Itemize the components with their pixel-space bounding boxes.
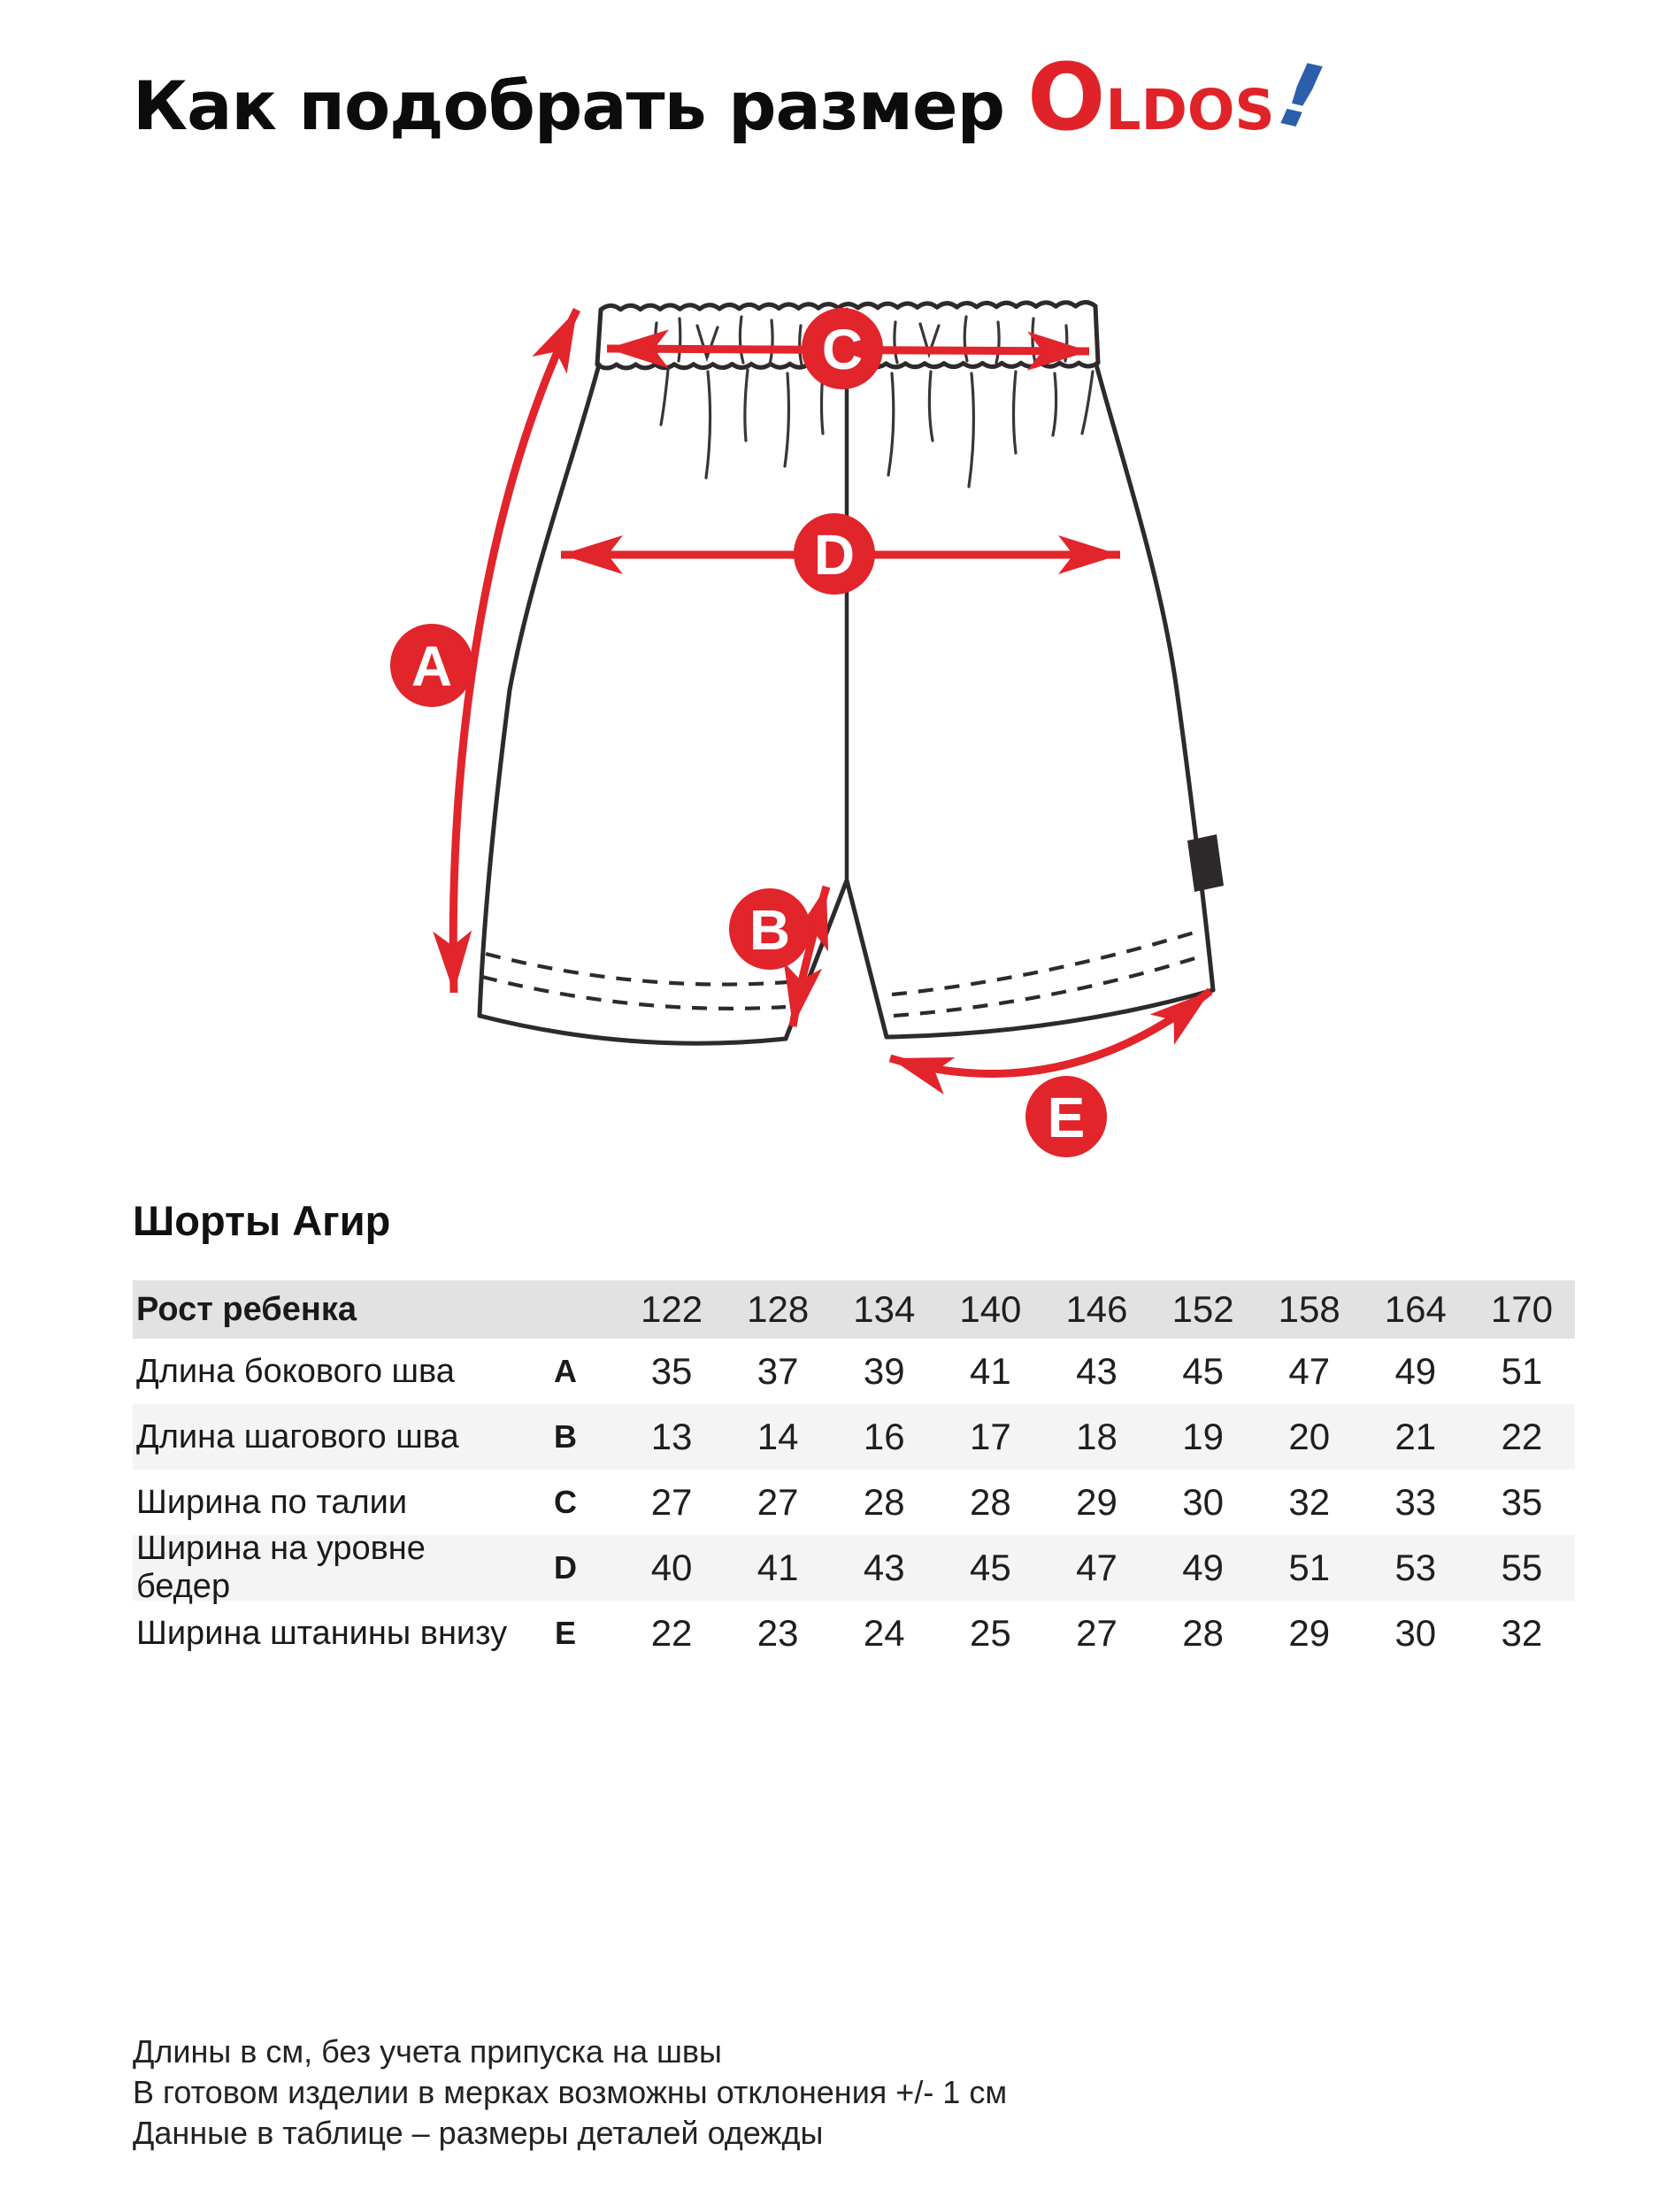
cell-value: 43	[863, 1547, 905, 1588]
measure-arrows	[453, 310, 1210, 1074]
measure-badge-b-letter: B	[749, 898, 791, 962]
row-label: Ширина на уровне бедер	[136, 1530, 426, 1605]
cell-value: 55	[1501, 1547, 1543, 1588]
cell-value: 49	[1394, 1350, 1437, 1392]
size-col-158: 158	[1278, 1288, 1340, 1330]
cell-value: 27	[1076, 1612, 1118, 1654]
cell-value: 35	[650, 1350, 693, 1392]
note-line: Данные в таблице – размеры деталей одежды	[133, 2115, 824, 2151]
cell-value: 45	[1182, 1350, 1224, 1392]
cell-value: 24	[863, 1612, 905, 1654]
cell-value: 14	[757, 1416, 799, 1457]
measure-badge-e-letter: E	[1047, 1086, 1086, 1149]
right-hem	[887, 990, 1213, 1037]
cell-value: 51	[1288, 1547, 1331, 1588]
cell-value: 47	[1076, 1547, 1118, 1588]
row-label: Длина шагового шва	[136, 1417, 459, 1455]
brand-logo-letters-ldos: LDOS	[1105, 78, 1275, 142]
cell-value: 32	[1288, 1481, 1331, 1523]
row-letter: D	[554, 1549, 577, 1586]
cell-value: 39	[863, 1350, 905, 1392]
size-col-134: 134	[853, 1288, 916, 1330]
waistband-right-edge	[1095, 306, 1098, 363]
cell-value: 47	[1288, 1350, 1331, 1392]
right-outseam	[1096, 365, 1213, 990]
cell-value: 16	[863, 1416, 905, 1457]
page-title: Как подобрать размер	[133, 66, 1004, 145]
table-row-a	[133, 1339, 1575, 1404]
cell-value: 37	[757, 1350, 799, 1392]
side-tag	[1187, 834, 1224, 892]
row-label: Длина бокового шва	[136, 1352, 455, 1390]
cell-value: 29	[1076, 1481, 1118, 1523]
note-line: В готовом изделии в мерках возможны отклонения +/- 1 см	[133, 2074, 1008, 2110]
hem-stitching	[482, 931, 1203, 1016]
cell-value: 30	[1394, 1612, 1437, 1654]
cell-value: 53	[1394, 1547, 1437, 1588]
cell-value: 27	[650, 1481, 693, 1523]
size-col-152: 152	[1171, 1288, 1234, 1330]
measure-arrow-a	[453, 310, 577, 993]
cell-value: 40	[650, 1547, 693, 1588]
row-label: Ширина штанины внизу	[136, 1614, 508, 1652]
cell-value: 43	[1076, 1350, 1118, 1392]
measure-badge-a-letter: A	[411, 634, 453, 698]
size-table	[133, 1280, 1575, 1666]
cell-value: 13	[650, 1416, 693, 1457]
cell-value: 18	[1076, 1416, 1118, 1457]
waistband-left-edge	[597, 310, 601, 365]
cell-value: 21	[1394, 1416, 1437, 1457]
table-row-b	[133, 1404, 1575, 1470]
table-row-d	[133, 1530, 1575, 1605]
row-letter: E	[554, 1615, 576, 1651]
measure-badge-c-letter: C	[821, 318, 864, 381]
footer-notes	[133, 2032, 1007, 2154]
brand-logo-letter-o: O	[1027, 43, 1106, 151]
cell-value: 33	[1394, 1481, 1437, 1523]
measure-badge-d-letter: D	[813, 523, 856, 587]
cell-value: 49	[1182, 1547, 1224, 1588]
cell-value: 19	[1182, 1416, 1224, 1457]
cell-value: 23	[757, 1612, 799, 1654]
cell-value: 29	[1288, 1612, 1331, 1654]
product-name: Шорты Агир	[133, 1197, 391, 1244]
cell-value: 41	[970, 1350, 1011, 1392]
shorts-outline	[480, 303, 1213, 1044]
cell-value: 45	[970, 1547, 1011, 1588]
size-col-146: 146	[1065, 1288, 1128, 1330]
left-outseam	[480, 365, 599, 1016]
size-col-128: 128	[747, 1288, 810, 1330]
size-col-140: 140	[959, 1288, 1022, 1330]
cell-value: 25	[970, 1612, 1011, 1654]
brand-logo-exclamation: !	[1270, 41, 1333, 152]
row-letter: B	[554, 1418, 577, 1455]
row-letter: C	[554, 1484, 577, 1520]
note-line: Длины в см, без учета припуска на швы	[133, 2033, 722, 2070]
size-col-164: 164	[1384, 1288, 1447, 1330]
size-table-header-row	[133, 1280, 1575, 1339]
row-label: Ширина по талии	[136, 1483, 408, 1521]
cell-value: 51	[1501, 1350, 1543, 1392]
cell-value: 30	[1182, 1481, 1224, 1523]
cell-value: 35	[1501, 1481, 1543, 1523]
cell-value: 22	[650, 1612, 693, 1654]
cell-value: 27	[757, 1481, 799, 1523]
table-row-c	[133, 1470, 1575, 1535]
cell-value: 28	[1182, 1612, 1224, 1654]
table-row-e	[133, 1601, 1575, 1666]
cell-value: 32	[1501, 1612, 1543, 1654]
cell-value: 41	[757, 1547, 799, 1588]
size-col-170: 170	[1490, 1288, 1553, 1330]
size-col-122: 122	[641, 1288, 703, 1330]
cell-value: 20	[1288, 1416, 1331, 1457]
left-hem	[480, 1016, 786, 1043]
cell-value: 22	[1501, 1416, 1543, 1457]
cell-value: 17	[970, 1416, 1011, 1457]
row-letter: A	[554, 1353, 577, 1389]
size-table-header-label: Рост ребенка	[136, 1290, 357, 1328]
cell-value: 28	[970, 1481, 1011, 1523]
cell-value: 28	[863, 1481, 905, 1523]
